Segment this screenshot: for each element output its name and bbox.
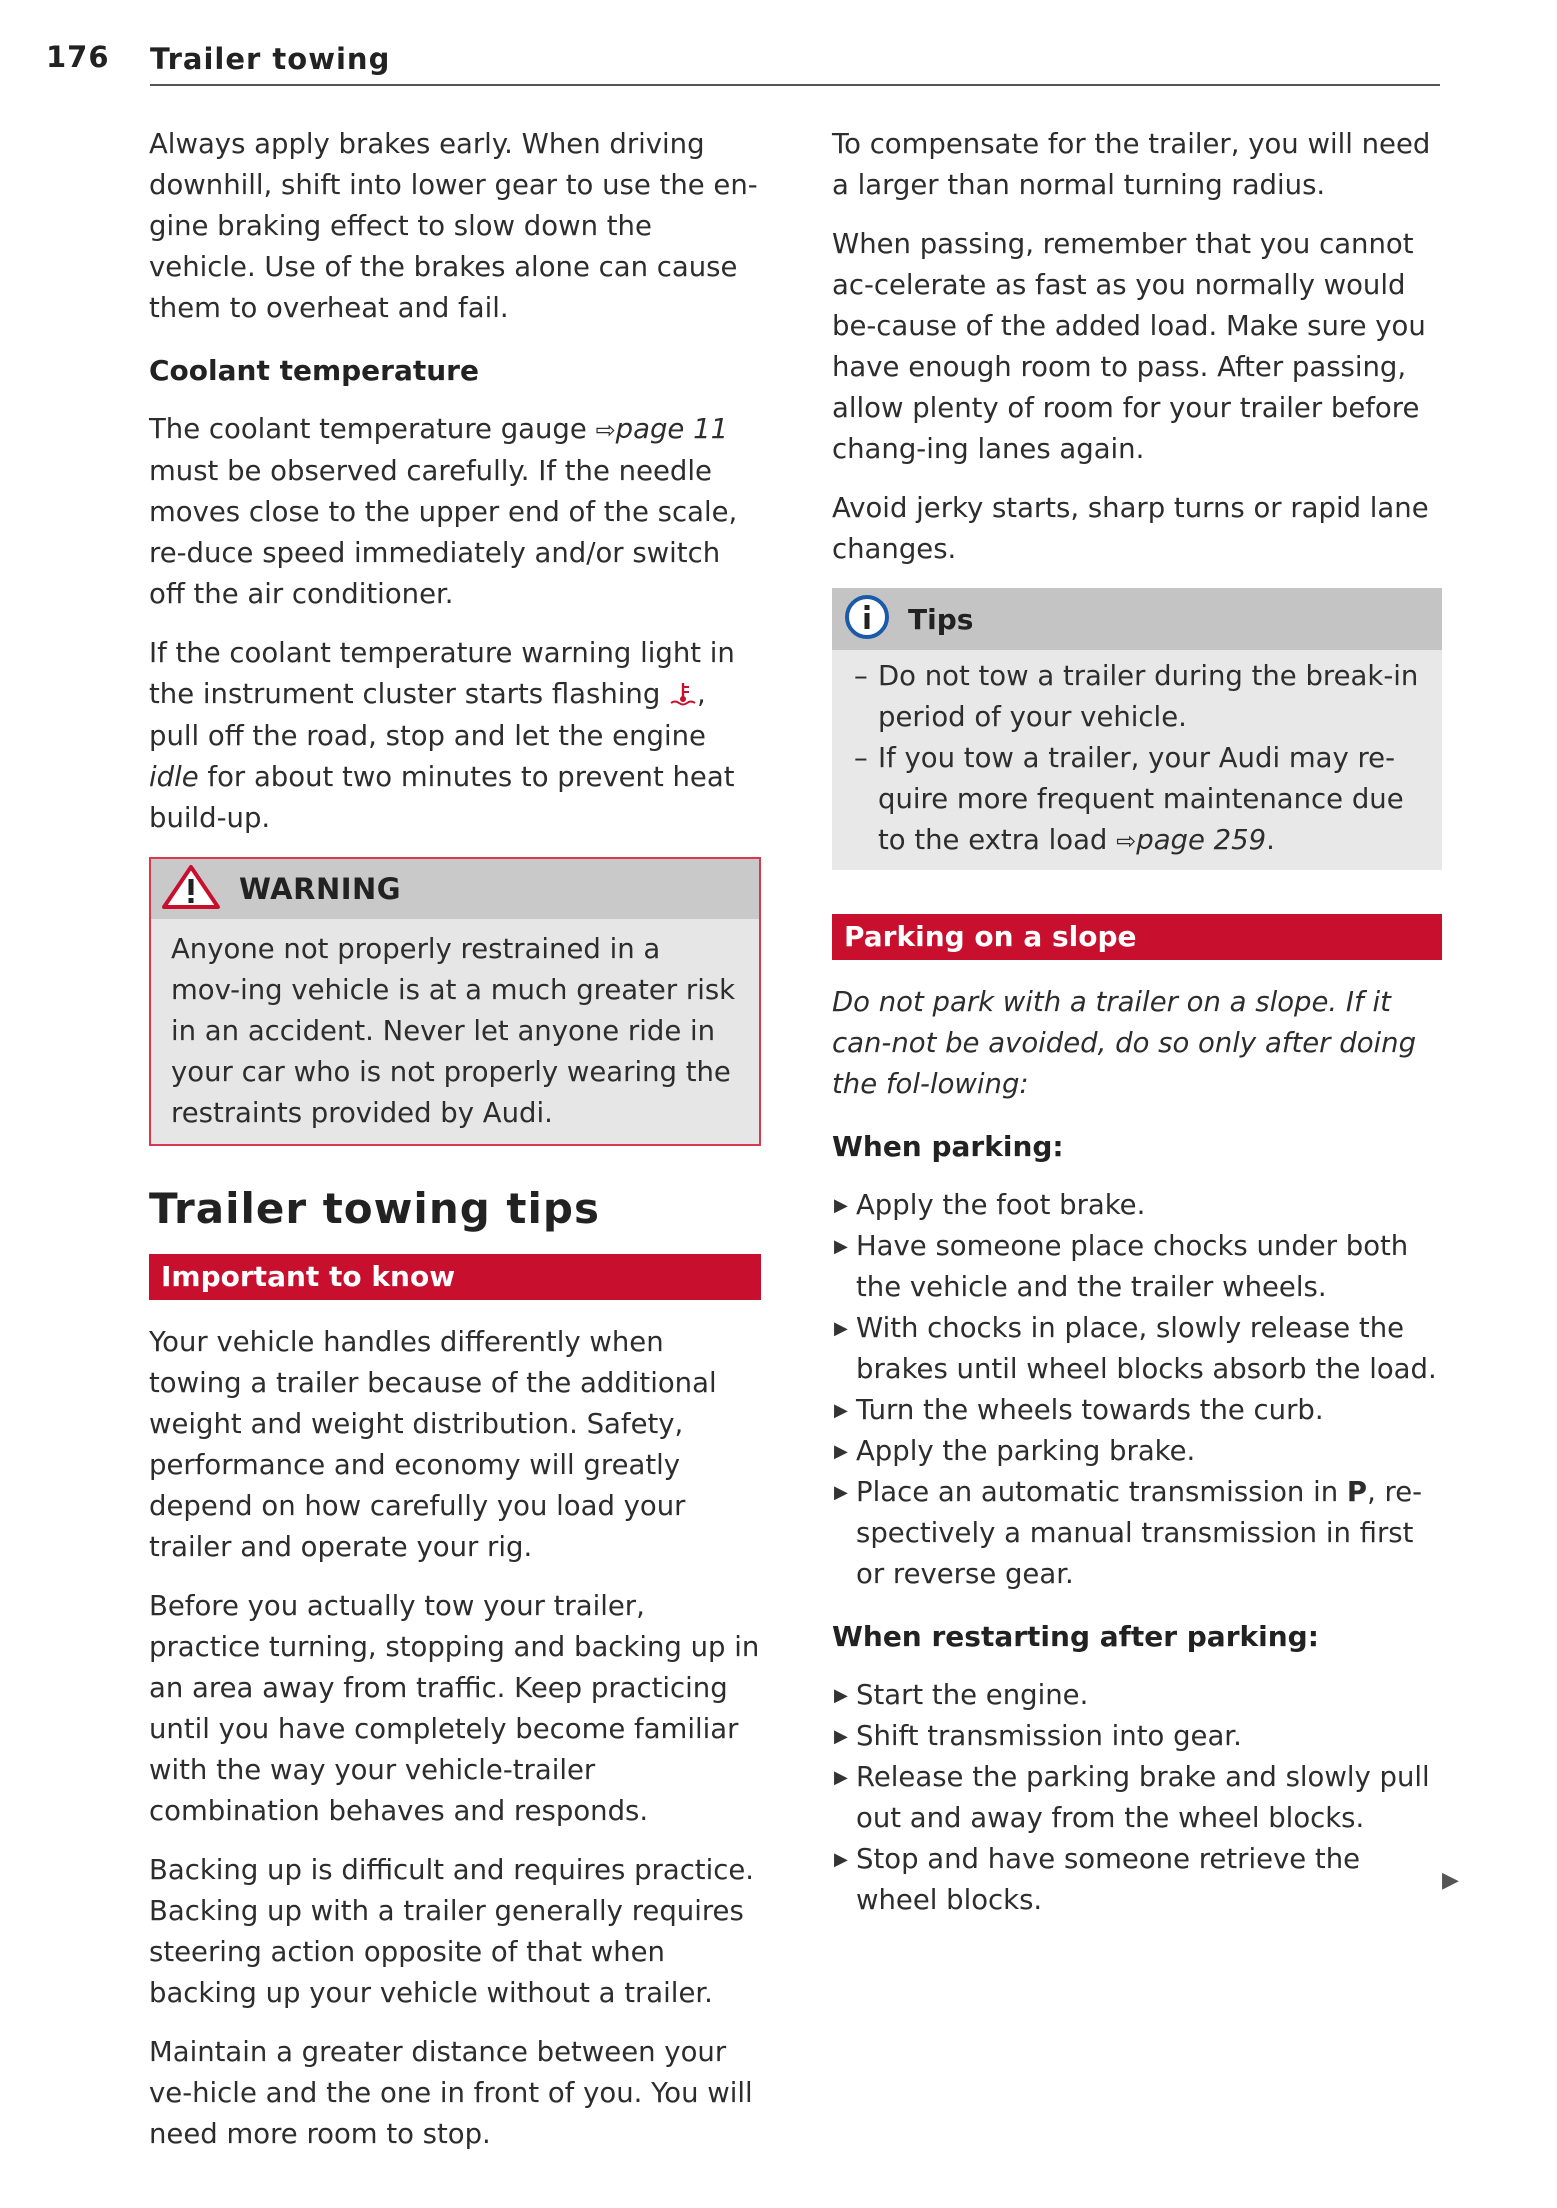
list-item: ▶ Apply the parking brake.: [834, 1435, 1196, 1467]
parking-intro: Do not park with a trailer on a slope. If it can-not be avoided, do so only after doing the fol-lowing:: [832, 986, 1417, 1100]
coolant-paragraph-2: [149, 633, 761, 839]
coolant-p2-rest: for about two minutes to prevent heat build-up.: [149, 761, 735, 834]
tips-title: Tips: [908, 602, 974, 636]
warning-text: Anyone not properly restrained in a mov-ing vehicle is at a much greater risk in an accident. Never let anyone ride in your car who is not properly wearing the restraints provided by Audi.: [171, 933, 736, 1129]
body-paragraph: Maintain a greater distance between your ve-hicle and the one in front of you. You will need more room to stop.: [149, 2036, 753, 2150]
page-link-259[interactable]: page 259: [1136, 824, 1267, 856]
important-to-know-bar: Important to know: [149, 1254, 761, 1300]
coolant-heading: Coolant temperature: [149, 354, 479, 387]
restart-heading: When restarting after parking:: [832, 1620, 1319, 1653]
when-parking-list: [832, 1185, 1442, 1595]
list-item: ▶ Turn the wheels towards the curb.: [834, 1394, 1324, 1426]
coolant-p2-text: If the coolant temperature warning light in the instrument cluster starts flashing: [149, 637, 735, 710]
restart-list: [832, 1675, 1442, 1921]
warning-title: WARNING: [239, 872, 402, 906]
body-paragraph: To compensate for the trailer, you will need a larger than normal turning radius.: [832, 128, 1431, 201]
cross-reference-arrow-icon: ⇨: [1116, 827, 1137, 855]
coolant-paragraph-1: [149, 409, 761, 615]
body-paragraph: When passing, remember that you cannot ac-celerate as fast as you normally would be-cause of the added load. Make sure you have enough room to pass. After passing, allow plenty of room for your trailer before chang-ing lanes again.: [832, 228, 1426, 465]
tip-item: – Do not tow a trailer during the break-in period of your vehicle.: [854, 656, 1430, 738]
intro-paragraph: Always apply brakes early. When driving downhill, shift into lower gear to use the en-gine braking effect to slow down the vehicle. Use of the brakes alone can cause them to overheat and fail.: [149, 128, 758, 324]
tip-item: – If you tow a trailer, your Audi may re-quire more frequent maintenance due to the extra load ⇨page 259.: [854, 738, 1430, 862]
list-item: ▶ Start the engine.: [834, 1679, 1089, 1711]
continue-arrow-icon: ▶: [1442, 1868, 1459, 1893]
warning-header: [151, 859, 759, 919]
list-item: ▶ Shift transmission into gear.: [834, 1720, 1242, 1752]
running-title: Trailer towing: [150, 42, 391, 76]
body-paragraph: Avoid jerky starts, sharp turns or rapid lane changes.: [832, 492, 1429, 565]
tip-text: [878, 738, 1430, 862]
list-item: ▶ Place an automatic transmission in P, re-spectively a manual transmission in first or reverse gear.: [834, 1476, 1423, 1590]
list-item: ▶ Have someone place chocks under both the vehicle and the trailer wheels.: [834, 1230, 1409, 1303]
warning-box: [149, 857, 761, 1146]
coolant-p1-rest: must be observed carefully. If the needle moves close to the upper end of the scale, re-duce speed immediately and/or switch off the air conditioner.: [149, 455, 738, 610]
info-circle-icon: [844, 594, 890, 644]
tips-body: [832, 650, 1442, 870]
parking-on-slope-bar: Parking on a slope: [832, 914, 1442, 960]
tip2-end: .: [1266, 824, 1275, 856]
warning-triangle-icon: [161, 864, 221, 914]
body-paragraph: Your vehicle handles differently when towing a trailer because of the additional weight and weight distribution. Safety, performance and economy will greatly depend on how carefully you load your trailer and operate your rig.: [149, 1326, 717, 1563]
tips-header: [832, 588, 1442, 650]
when-parking-heading: When parking:: [832, 1130, 1064, 1163]
list-item: ▶ With chocks in place, slowly release the brakes until wheel blocks absorb the load.: [834, 1312, 1437, 1385]
coolant-temperature-icon: [669, 680, 697, 710]
cross-reference-arrow-icon: ⇨: [595, 416, 616, 444]
page-link-11[interactable]: page 11: [615, 413, 729, 445]
coolant-p1-text: The coolant temperature gauge: [149, 413, 596, 445]
tip2-text: If you tow a trailer, your Audi may re-quire more frequent maintenance due to the extra load: [878, 742, 1404, 856]
list-item: ▶ Stop and have someone retrieve the wheel blocks.: [834, 1843, 1361, 1916]
left-column: [149, 124, 761, 2173]
section-title: Trailer towing tips: [149, 1184, 600, 1233]
page-number: 176: [46, 40, 110, 74]
tip-text: Do not tow a trailer during the break-in period of your vehicle.: [878, 660, 1419, 733]
right-column: [832, 124, 1442, 1943]
idle-term: idle: [149, 761, 199, 793]
tips-box: [832, 588, 1442, 870]
coolant-p2-mid: , pull off the road, stop and let the engine: [149, 678, 706, 752]
list-item: ▶ Release the parking brake and slowly pull out and away from the wheel blocks.: [834, 1761, 1430, 1834]
list-item: ▶ Apply the foot brake.: [834, 1189, 1146, 1221]
body-paragraph: Before you actually tow your trailer, practice turning, stopping and backing up in an area away from traffic. Keep practicing until you have completely become familiar with the way your vehicle-trailer combination behaves and responds.: [149, 1590, 760, 1827]
warning-body: [151, 919, 759, 1144]
header-rule: [150, 84, 1440, 86]
body-paragraph: Backing up is difficult and requires practice. Backing up with a trailer generally requires steering action opposite of that when backing up your vehicle without a trailer.: [149, 1854, 755, 2009]
